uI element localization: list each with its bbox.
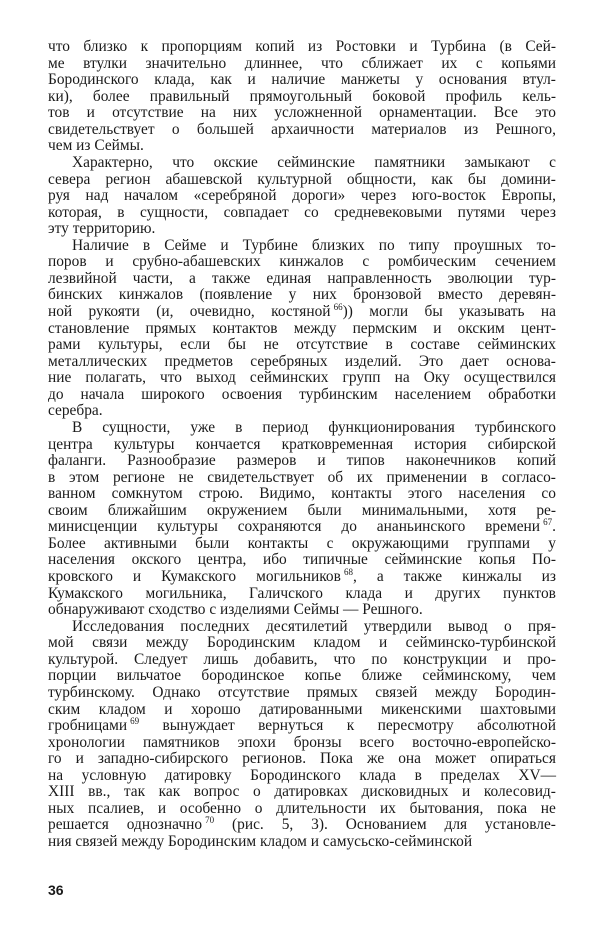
text-line: в этом регионе не свидетельствует об их применении в согласо- [48, 468, 556, 486]
text-line: становление прямых контактов между пермским и окским цент- [48, 319, 556, 337]
text-line: кровского и Кумакского могильников $^{68}$, а также кинжалы из [48, 567, 556, 585]
text-line: своим ближайшим окружением были минимальными, хотя ре- [48, 501, 556, 519]
text-line: свидетельствует о большей архаичности материалов из Решного, [48, 120, 556, 138]
text-line: минисценции культуры сохраняются до ананьинского времени $^{67}$. [48, 517, 556, 536]
text-line: чем из Сеймы. [48, 137, 144, 155]
text-line: порции вильчатое бородинское копье ближе сейминскому, чем [48, 667, 556, 685]
text-line: ме втулки значительно длиннее, что сближает их с копьями [48, 54, 556, 72]
paragraph [48, 238, 556, 420]
text-line: населения окского центра, ибо типичные сейминские копья По- [48, 551, 556, 569]
page-number: 36 [48, 882, 64, 898]
text-line: Характерно, что окские сейминские памятники замыкают с [72, 153, 556, 171]
text-line: Кумакского могильника, Галичского клада и других пунктов [48, 584, 556, 602]
text-line: хронологии памятников эпохи бронзы всего восточно-европейско- [48, 733, 556, 751]
text-line: обнаруживают сходство с изделиями Сеймы — Решного. [48, 601, 423, 619]
text-line: эту территорию. [48, 220, 156, 238]
paragraph [48, 155, 556, 238]
text-line: решается однозначно $^{70}$ (рис. 5, 3). Основанием для установле- [48, 815, 556, 834]
text-line: Исследования последних десятилетий утвердили вывод о пря- [72, 617, 556, 635]
text-line: ния связей между Бородинским кладом и самусьско-сейминской [48, 833, 473, 850]
text-line: севера регион абашевской культурной общности, как бы домини- [48, 170, 556, 188]
text-line: металлических предметов серебряных изделий. Это дает основа- [48, 352, 556, 370]
text-line: лезвийной части, а также единая направленность эволюции тур- [48, 269, 556, 287]
text-line: Более активными были контакты с окружающими группами у [48, 534, 556, 552]
paragraph [48, 420, 556, 619]
text-line: серебра. [48, 402, 103, 420]
footnote-ref: 66 [333, 302, 343, 312]
paragraph [48, 619, 556, 851]
footnote-ref: 68 [344, 567, 353, 577]
paragraph [48, 39, 556, 155]
text-line: на условную датировку Бородинского клада в пределах XV— [48, 766, 556, 784]
text-line: которая, в сущности, совпадает со средневековыми путями через [48, 203, 556, 221]
text-line: культурой. Следует лишь добавить, что по конструкции и про- [48, 650, 556, 668]
text-line: Бородинского клада, как и наличие манжеты у основания втул- [48, 71, 556, 89]
text-line: гробницами $^{69}$ вынуждает вернуться к пересмотру абсолютной [48, 716, 556, 735]
text-line: центра культуры кончается кратковременная история сибирской [48, 435, 556, 453]
text-line: ной рукояти (и, очевидно, костяной $^{66}$)) могли бы указывать на [48, 302, 556, 320]
text-line: ние полагать, что выход сейминских групп на Оку осуществился [48, 369, 556, 387]
text-line: тов и отсутствие на них усложненной орнаментации. Все это [48, 104, 556, 122]
text-line: фаланги. Разнообразие размеров и типов наконечников копий [48, 452, 556, 470]
text-line: мой связи между Бородинским кладом и сейминско-турбинской [48, 634, 556, 652]
text-line: поров и срубно-абашевских кинжалов с ромбическим сечением [48, 253, 556, 271]
text-line: XIII вв., так как вопрос о датировках дисковидных и колесовид- [48, 783, 556, 801]
text-line: Наличие в Сейме и Турбине близких по типу проушных то- [72, 236, 556, 254]
footnote-ref: 67 [543, 517, 553, 528]
text-line: бинских кинжалов (появление у них бронзовой вместо деревян- [48, 286, 556, 304]
text-line: что близко к пропорциям копий из Ростовки и Турбина (в Сей- [48, 38, 556, 55]
footnote-ref: 70 [205, 815, 215, 826]
page-body [48, 39, 556, 851]
text-line: ных псалиев, и особенно о длительности их бытования, пока не [48, 799, 556, 817]
text-line: ским кладом и хорошо датированными микенскими шахтовыми [48, 700, 556, 718]
text-line: рами культуры, если бы не отсутствие в составе сейминских [48, 336, 556, 354]
text-line: турбинскому. Однако отсутствие прямых связей между Бородин- [48, 683, 556, 701]
text-line: В сущности, уже в период функционирования турбинского [72, 418, 556, 436]
text-line: до начала широкого освоения турбинским населением обработки [48, 385, 556, 403]
text-line: ванном сомкнутом строю. Видимо, контакты этого населения со [48, 485, 556, 503]
footnote-ref: 69 [130, 716, 140, 727]
text-line: го и западно-сибирского регионов. Пока же она может опираться [48, 750, 556, 768]
text-line: руя над началом «серебряной дороги» через юго-восток Европы, [48, 187, 556, 205]
text-line: ки), более правильный прямоугольный боковой профиль кель- [48, 87, 556, 105]
